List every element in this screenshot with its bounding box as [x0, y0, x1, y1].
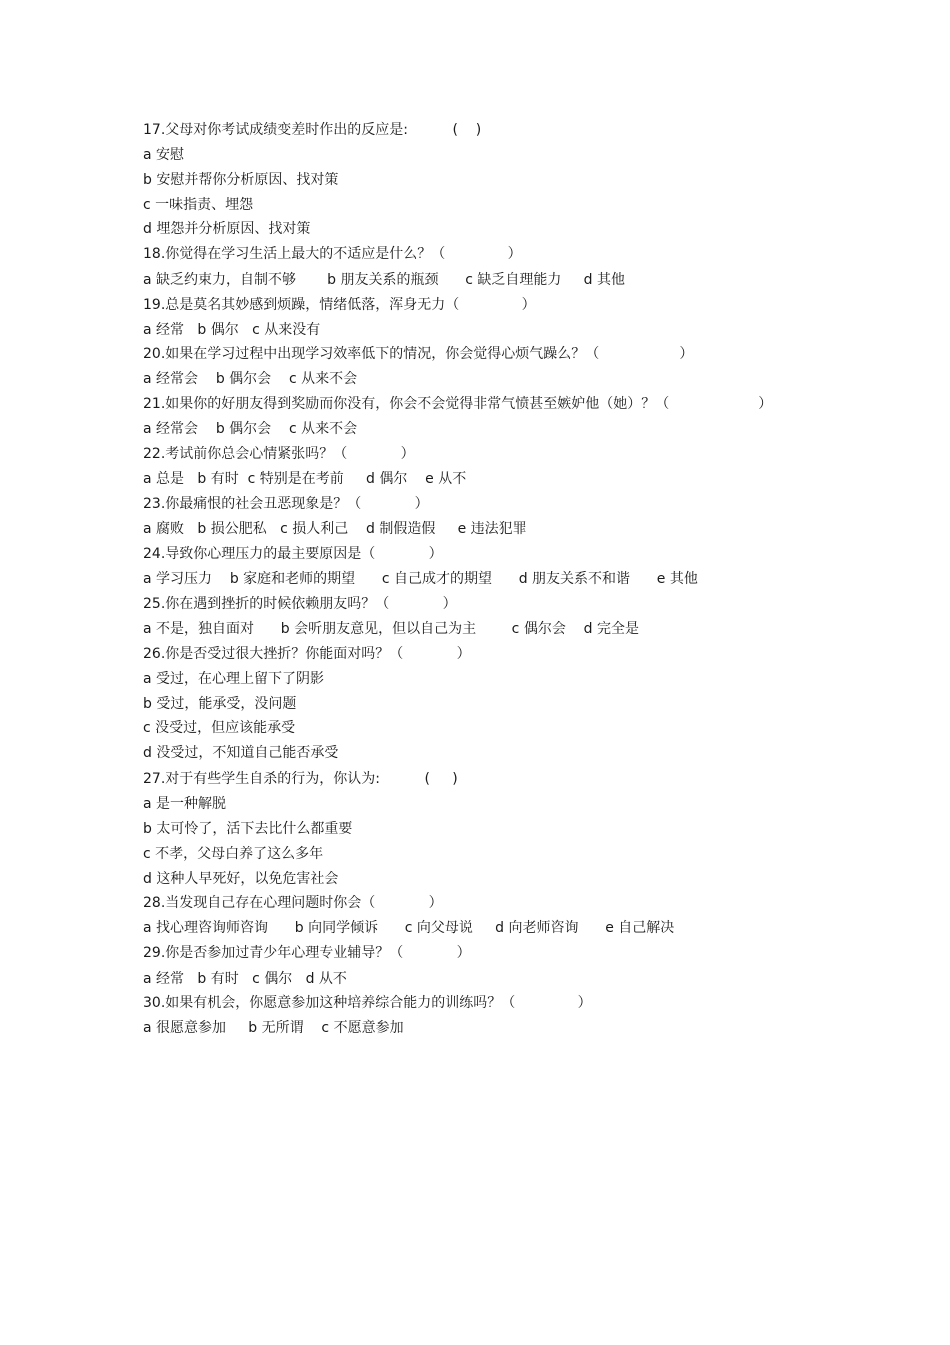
options-22: a 总是 b 有时 c 特别是在考前 d 偶尔 e 从不 — [143, 471, 467, 487]
option-26b: b 受过，能承受，没问题 — [143, 696, 297, 712]
question-17: 17.父母对你考试成绩变差时作出的反应是: ( ) — [143, 122, 482, 138]
option-26c: c 没受过，但应该能承受 — [143, 720, 296, 736]
options-23: a 腐败 b 损公肥私 c 损人利己 d 制假造假 e 违法犯罪 — [143, 521, 527, 537]
option-17a: a 安慰 — [143, 147, 185, 163]
question-29: 29.你是否参加过青少年心理专业辅导？（ ） — [143, 945, 471, 961]
question-24: 24.导致你心理压力的最主要原因是（ ） — [143, 546, 443, 562]
question-23: 23.你最痛恨的社会丑恶现象是？（ ） — [143, 496, 429, 512]
option-27c: c 不孝，父母白养了这么多年 — [143, 846, 324, 862]
options-20: a 经常会 b 偶尔会 c 从来不会 — [143, 371, 358, 387]
options-21: a 经常会 b 偶尔会 c 从来不会 — [143, 421, 358, 437]
question-25: 25.你在遇到挫折的时候依赖朋友吗？（ ） — [143, 596, 457, 612]
question-19: 19.总是莫名其妙感到烦躁，情绪低落，浑身无力（ ） — [143, 297, 536, 313]
option-27a: a 是一种解脱 — [143, 796, 227, 812]
question-26: 26.你是否受过很大挫折？你能面对吗？（ ） — [143, 646, 471, 662]
question-28: 28.当发现自己存在心理问题时你会（ ） — [143, 895, 443, 911]
option-17b: b 安慰并帮你分析原因、找对策 — [143, 172, 339, 188]
options-30: a 很愿意参加 b 无所谓 c 不愿意参加 — [143, 1020, 404, 1036]
option-17d: d 埋怨并分析原因、找对策 — [143, 221, 311, 237]
question-21: 21.如果你的好朋友得到奖励而你没有，你会不会觉得非常气愤甚至嫉妒他（她）？（ ） — [143, 396, 773, 412]
options-19: a 经常 b 偶尔 c 从来没有 — [143, 322, 321, 338]
question-27: 27.对于有些学生自杀的行为，你认为: ( ) — [143, 771, 458, 787]
options-24: a 学习压力 b 家庭和老师的期望 c 自己成才的期望 d 朋友关系不和谐 e 其他 — [143, 571, 698, 587]
options-28: a 找心理咨询师咨询 b 向同学倾诉 c 向父母说 d 向老师咨询 e 自己解决 — [143, 920, 675, 936]
question-18: 18.你觉得在学习生活上最大的不适应是什么？（ ） — [143, 246, 522, 262]
option-17c: c 一味指责、埋怨 — [143, 197, 254, 213]
options-18: a 缺乏约束力，自制不够 b 朋友关系的瓶颈 c 缺乏自理能力 d 其他 — [143, 272, 625, 288]
option-26a: a 受过，在心理上留下了阴影 — [143, 671, 325, 687]
option-26d: d 没受过，不知道自己能否承受 — [143, 745, 339, 761]
question-30: 30.如果有机会，你愿意参加这种培养综合能力的训练吗？（ ） — [143, 995, 592, 1011]
option-27d: d 这种人早死好，以免危害社会 — [143, 871, 339, 887]
option-27b: b 太可怜了，活下去比什么都重要 — [143, 821, 353, 837]
options-25: a 不是，独自面对 b 会听朋友意见，但以自己为主 c 偶尔会 d 完全是 — [143, 621, 639, 637]
question-20: 20.如果在学习过程中出现学习效率低下的情况，你会觉得心烦气躁么？（ ） — [143, 346, 694, 362]
options-29: a 经常 b 有时 c 偶尔 d 从不 — [143, 971, 347, 987]
question-22: 22.考试前你总会心情紧张吗？（ ） — [143, 446, 415, 462]
